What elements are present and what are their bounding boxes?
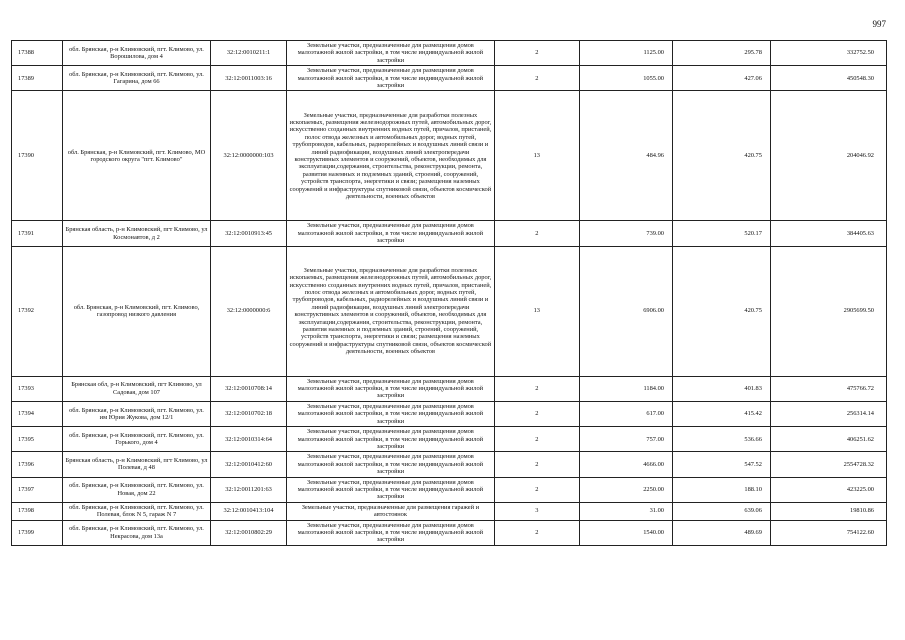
specific-value-cell: 415.42 [672,401,770,426]
area-cell: 4666.00 [579,452,672,477]
group-code-cell: 2 [495,452,579,477]
parcel-id-cell: 17395 [12,427,63,452]
page-number: 997 [872,19,886,29]
cadastral-number-cell: 32:12:0000000:103 [211,91,286,221]
table-row [12,66,887,91]
table-row [12,520,887,545]
cadastral-value-cell: 423225.00 [770,477,886,502]
cadastral-number-cell: 32:12:0011003:16 [211,66,286,91]
land-use-cell: Земельные участки, предназначенные для размещения домов малоэтажной жилой застройки, в том числе индивидуальной жилой застройки [286,427,494,452]
table-row [12,427,887,452]
area-cell: 739.00 [579,221,672,246]
cadastral-number-cell: 32:12:0010913:45 [211,221,286,246]
group-code-cell: 13 [495,91,579,221]
cadastral-value-cell: 475766.72 [770,376,886,401]
address-cell: обл. Брянская, р-н Климовский, пгт. Климово, ул. Некрасова, дом 13а [62,520,211,545]
table-row [12,452,887,477]
specific-value-cell: 536.66 [672,427,770,452]
group-code-cell: 2 [495,520,579,545]
group-code-cell: 2 [495,221,579,246]
specific-value-cell: 427.06 [672,66,770,91]
address-cell: обл. Брянская, р-н Климовский, пгт. Климово, ул. Полевая, блок N 5, гараж N 7 [62,502,211,520]
parcel-id-cell: 17392 [12,246,63,376]
parcel-id-cell: 17398 [12,502,63,520]
land-use-cell: Земельные участки, предназначенные для разработки полезных ископаемых, размещения железнодорожных путей, автомобильных дорог, искусственно созданных внутренних водных путей, причалов, пристаней, полос отвода железных и автомобильных дорог, водных путей, трубопроводов, кабельных, радиорелейных и воздушных линий связи и линий радиофикации, воздушных линий электропередачи конструктивных элементов и сооружений, объектов, необходимых для эксплуатации,содержания, строительства, реконструкции, ремонта, развития наземных и подземных зданий, строений, сооружений, устройств транспорта, энергетики и связи; размещения наземных сооружений и инфраструктуры спутниковой связи, объектов космической деятельности, военных объектов [286,246,494,376]
table-row [12,221,887,246]
parcel-id-cell: 17393 [12,376,63,401]
group-code-cell: 2 [495,401,579,426]
cadastral-number-cell: 32:12:0011201:63 [211,477,286,502]
cadastral-value-cell: 384405.63 [770,221,886,246]
cadastral-number-cell: 32:12:0010708:14 [211,376,286,401]
group-code-cell: 13 [495,246,579,376]
specific-value-cell: 420.75 [672,246,770,376]
cadastral-number-cell: 32:12:0010802:29 [211,520,286,545]
cadastral-number-cell: 32:12:0010314:64 [211,427,286,452]
cadastral-number-cell: 32:12:0010211:1 [211,41,286,66]
address-cell: Брянская область, р-н Климовский, пгт Климово, ул Космонавтов, д 2 [62,221,211,246]
address-cell: обл. Брянская, р-н Климовский, пгт. Климово, ул. Гагарина, дом 66 [62,66,211,91]
cadastral-number-cell: 32:12:0010702:18 [211,401,286,426]
area-cell: 617.00 [579,401,672,426]
table-row [12,41,887,66]
specific-value-cell: 295.78 [672,41,770,66]
parcel-id-cell: 17391 [12,221,63,246]
area-cell: 6906.00 [579,246,672,376]
group-code-cell: 2 [495,427,579,452]
address-cell: Брянская область, р-н Климовский, пгт Климово, ул Полевая, д 48 [62,452,211,477]
specific-value-cell: 547.52 [672,452,770,477]
cadastral-value-cell: 332752.50 [770,41,886,66]
table-row [12,91,887,221]
table-row [12,477,887,502]
cadastral-value-cell: 754122.60 [770,520,886,545]
group-code-cell: 2 [495,41,579,66]
specific-value-cell: 401.83 [672,376,770,401]
table-row [12,246,887,376]
land-use-cell: Земельные участки, предназначенные для размещения домов малоэтажной жилой застройки, в том числе индивидуальной жилой застройки [286,520,494,545]
parcel-id-cell: 17394 [12,401,63,426]
area-cell: 1184.00 [579,376,672,401]
cadastral-number-cell: 32:12:0000000:6 [211,246,286,376]
parcel-id-cell: 17390 [12,91,63,221]
parcel-id-cell: 17389 [12,66,63,91]
address-cell: обл. Брянская, р-н Климовский, пгт. Климово, ул. Горького, дом 4 [62,427,211,452]
address-cell: обл. Брянская, р-н Климовский, пгт. Климово, МО городского округа "пгт. Климово" [62,91,211,221]
address-cell: обл. Брянская, р-н Климовский, пгт. Климово, ул. Новая, дом 22 [62,477,211,502]
area-cell: 1055.00 [579,66,672,91]
cadastral-number-cell: 32:12:0010412:60 [211,452,286,477]
area-cell: 484.96 [579,91,672,221]
address-cell: Брянская обл, р-н Климовский, пгт Климово, ул Садовая, дом 107 [62,376,211,401]
area-cell: 757.00 [579,427,672,452]
cadastral-value-cell: 2905699.50 [770,246,886,376]
land-use-cell: Земельные участки, предназначенные для размещения домов малоэтажной жилой застройки, в том числе индивидуальной жилой застройки [286,41,494,66]
land-use-cell: Земельные участки, предназначенные для размещения гаражей и автостоянок [286,502,494,520]
land-use-cell: Земельные участки, предназначенные для размещения домов малоэтажной жилой застройки, в том числе индивидуальной жилой застройки [286,376,494,401]
group-code-cell: 2 [495,477,579,502]
specific-value-cell: 520.17 [672,221,770,246]
land-use-cell: Земельные участки, предназначенные для размещения домов малоэтажной жилой застройки, в том числе индивидуальной жилой застройки [286,221,494,246]
specific-value-cell: 188.10 [672,477,770,502]
cadastral-value-cell: 256314.14 [770,401,886,426]
cadastral-value-cell: 450548.30 [770,66,886,91]
address-cell: обл. Брянская, р-н Климовский, пгт. Климово, ул. им Юрия Жукова, дом 12/1 [62,401,211,426]
area-cell: 1540.00 [579,520,672,545]
cadastral-number-cell: 32:12:0010413:104 [211,502,286,520]
group-code-cell: 2 [495,376,579,401]
group-code-cell: 3 [495,502,579,520]
land-registry-table [11,40,887,546]
area-cell: 31.00 [579,502,672,520]
land-use-cell: Земельные участки, предназначенные для размещения домов малоэтажной жилой застройки, в том числе индивидуальной жилой застройки [286,452,494,477]
cadastral-value-cell: 19810.86 [770,502,886,520]
area-cell: 1125.00 [579,41,672,66]
parcel-id-cell: 17397 [12,477,63,502]
table-body [12,41,887,546]
cadastral-value-cell: 406251.62 [770,427,886,452]
area-cell: 2250.00 [579,477,672,502]
land-use-cell: Земельные участки, предназначенные для разработки полезных ископаемых, размещения железнодорожных путей, автомобильных дорог, искусственно созданных внутренних водных путей, причалов, пристаней, полос отвода железных и автомобильных дорог, водных путей, трубопроводов, кабельных, радиорелейных и воздушных линий связи и линий радиофикации, воздушных линий электропередачи конструктивных элементов и сооружений, объектов, необходимых для эксплуатации,содержания, строительства, реконструкции, ремонта, развития наземных и подземных зданий, строений, сооружений, устройств транспорта, энергетики и связи; размещения наземных сооружений и инфраструктуры спутниковой связи, объектов космической деятельности, военных объектов [286,91,494,221]
specific-value-cell: 420.75 [672,91,770,221]
parcel-id-cell: 17396 [12,452,63,477]
specific-value-cell: 639.06 [672,502,770,520]
address-cell: обл. Брянская, р-н Климовский, пгт. Климово, ул. Ворошилова, дом 4 [62,41,211,66]
land-use-cell: Земельные участки, предназначенные для размещения домов малоэтажной жилой застройки, в том числе индивидуальной жилой застройки [286,401,494,426]
cadastral-value-cell: 204046.92 [770,91,886,221]
table-row [12,376,887,401]
parcel-id-cell: 17388 [12,41,63,66]
table-row [12,502,887,520]
group-code-cell: 2 [495,66,579,91]
specific-value-cell: 489.69 [672,520,770,545]
address-cell: обл. Брянская, р-н Климовский, пгт. Климово, газопровод низкого давления [62,246,211,376]
land-use-cell: Земельные участки, предназначенные для размещения домов малоэтажной жилой застройки, в том числе индивидуальной жилой застройки [286,477,494,502]
parcel-id-cell: 17399 [12,520,63,545]
table-row [12,401,887,426]
cadastral-value-cell: 2554728.32 [770,452,886,477]
land-use-cell: Земельные участки, предназначенные для размещения домов малоэтажной жилой застройки, в том числе индивидуальной жилой застройки [286,66,494,91]
